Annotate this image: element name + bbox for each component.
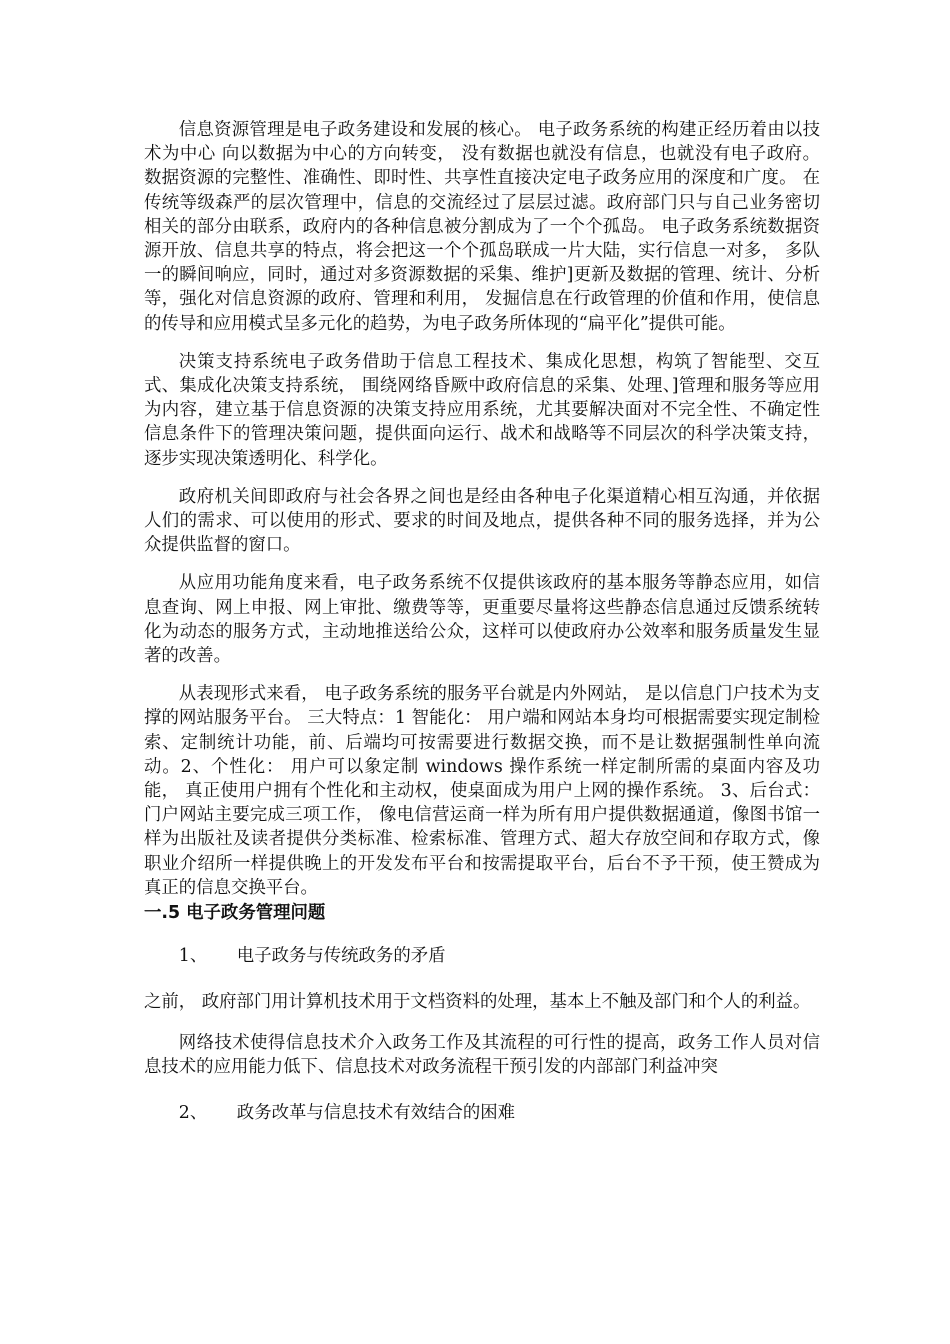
item-1-number: 1、 — [178, 946, 208, 967]
numbered-item-2 — [144, 1101, 820, 1125]
paragraph-network-technology: 网络技术使得信息技术介入政务工作及其流程的可行性的提高，政务工作人员对信息技术的应用能力低下、信息技术对政务流程干预引发的内部部门利益冲突 — [144, 1032, 820, 1077]
document-page — [144, 118, 820, 1147]
paragraph-information-resource: 信息资源管理是电子政务建设和发展的核心。 电子政务系统的构建正经历着由以技术为中心 向以数据为中心的方向转变， 没有数据也就没有信息，也就没有电子政府。 数据资源的完整性、准确性、即时性、共享性直接决定电子政务应用的深度和广度。 在传统等级森严的层次管理中，信息的交流经过了层层过滤。政府部门只与自己业务密切相关的部分由联系，政府内的各种信息被分割成为了一个个孤岛。 电子政务系统数据资源开放、信息共享的特点，将会把这一个个孤岛联成一片大陆，实行信息一对多， 多队一的瞬间响应，同时，通过对多资源数据的采集、维护]更新及数据的管理、统计、分析等，强化对信息资源的政府、管理和利用， 发掘信息在行政管理的价值和作用，使信息的传导和应用模式呈多元化的趋势，为电子政务所体现的“扁平化”提供可能。 — [144, 120, 820, 334]
numbered-item-1 — [144, 944, 820, 968]
item-2-number: 2、 — [178, 1102, 208, 1123]
paragraph-decision-support: 决策支持系统电子政务借助于信息工程技术、集成化思想，构筑了智能型、交互式、集成化决策支持系统， 围绕网络昏厥中政府信息的采集、处理、]管理和服务等应用为内容，建立基于信息资源的决策支持应用系统，尤其要解决面对不完全性、不确定性信息条件下的管理决策问题，提供面向运行、战术和战略等不同层次的科学决策支持，逐步实现决策透明化、科学化。 — [144, 351, 820, 469]
section-heading: 一.5 电子政务管理问题 — [144, 903, 326, 924]
paragraph-application-function: 从应用功能角度来看，电子政务系统不仅提供该政府的基本服务等静态应用，如信息查询、网上申报、网上审批、缴费等等，更重要尽量将这些静态信息通过反馈系统转化为动态的服务方式，主动地推送给公众，这样可以使政府办公效率和服务质量发生显著的改善。 — [144, 573, 820, 667]
paragraph-presentation-form: 从表现形式来看， 电子政务系统的服务平台就是内外网站， 是以信息门户技术为支撑的网站服务平台。 三大特点：1 智能化： 用户端和网站本身均可根据需要实现定制检索、定制统计功能，前、后端均可按需要进行数据交换，而不是让数据强制性单向流动。2、个性化： 用户可以象定制 windows 操作系统一样定制所需的桌面内容及功能， 真正使用户拥有个性化和主动权，使桌面成为用户上网的操作系统。 3、后台式：门户网站主要完成三项工作， 像电信营运商一样为所有用户提供数据通道，像图书馆一样为出版社及读者提供分类标准、检索标准、管理方式、超大存放空间和存取方式，像职业介绍所一样提供晚上的开发发布平台和按需提取平台，后台不予干预，使王赞成为真正的信息交换平台。 — [144, 684, 820, 898]
paragraph-government-communication: 政府机关间即政府与社会各界之间也是经由各种电子化渠道精心相互沟通，并依据人们的需求、可以使用的形式、要求的时间及地点，提供各种不同的服务选择，并为公众提供监督的窗口。 — [144, 486, 820, 556]
item-2-text: 政务改革与信息技术有效结合的困难 — [236, 1102, 516, 1123]
paragraph-before: 之前， 政府部门用计算机技术用于文档资料的处理，基本上不触及部门和个人的利益。 — [144, 992, 811, 1013]
item-1-text: 电子政务与传统政务的矛盾 — [236, 946, 446, 967]
